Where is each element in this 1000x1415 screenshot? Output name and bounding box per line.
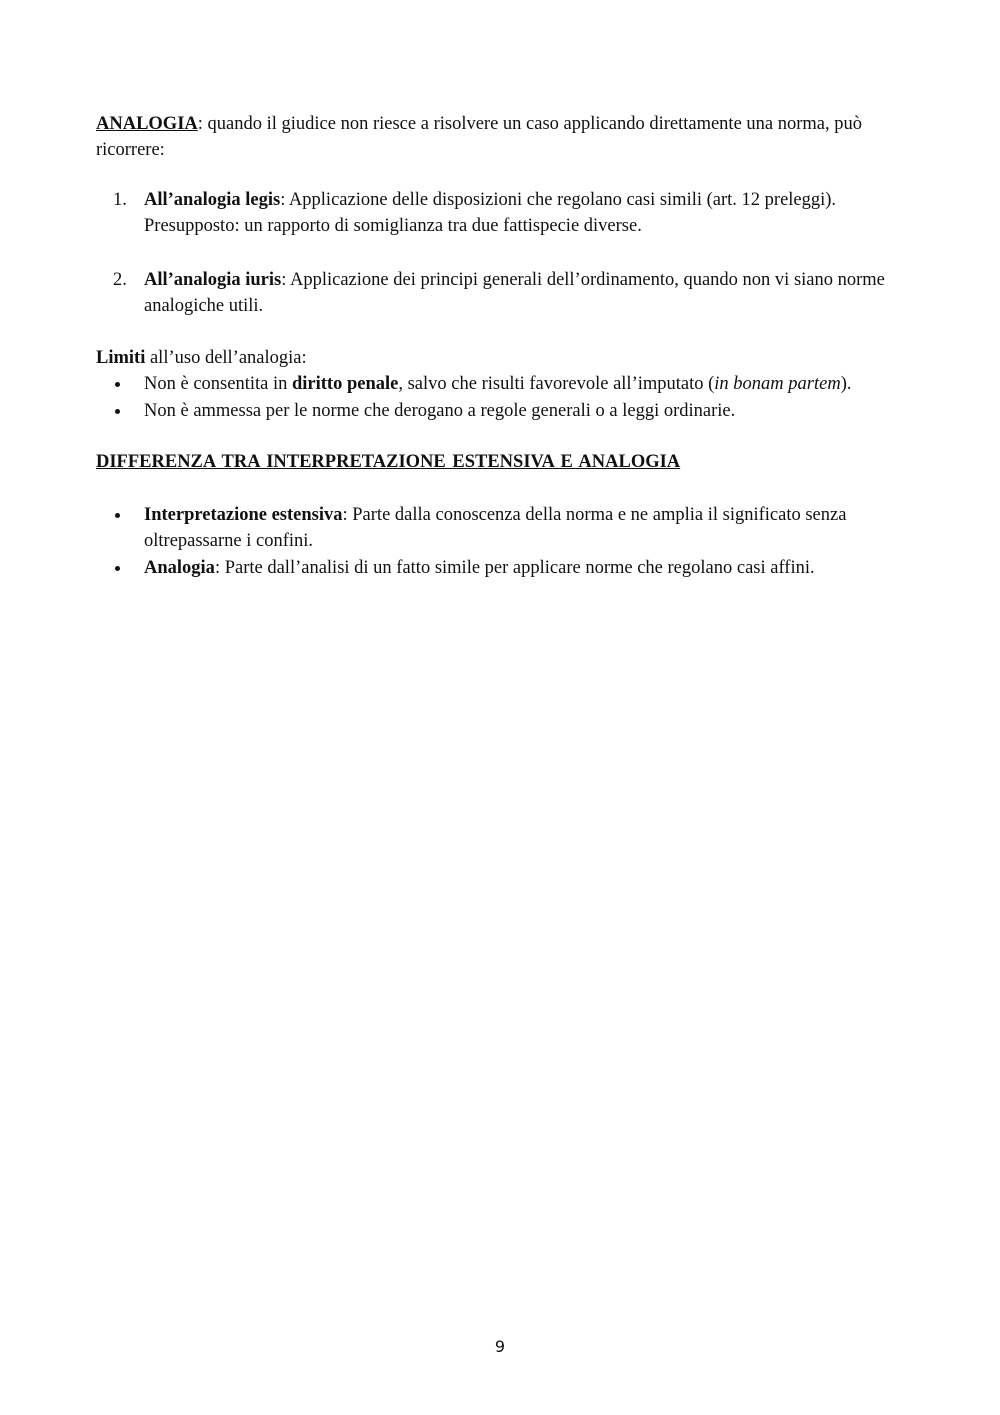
list-item-term: All’analogia legis bbox=[144, 190, 281, 210]
difference-list bbox=[96, 502, 918, 581]
bullet-icon bbox=[115, 513, 120, 518]
intro-paragraph bbox=[96, 111, 918, 163]
limit-text-mid: , salvo che risulti favorevole all’imputato ( bbox=[398, 374, 715, 394]
list-item bbox=[96, 398, 918, 424]
bullet-icon bbox=[115, 382, 120, 387]
list-item bbox=[96, 187, 918, 239]
list-item bbox=[96, 267, 918, 319]
limits-heading bbox=[96, 345, 918, 371]
bullet-icon bbox=[115, 409, 120, 414]
difference-text: : Parte dalla conoscenza della norma e ne amplia il significato senza oltrepassarne i confini. bbox=[144, 505, 847, 551]
list-item bbox=[96, 555, 918, 581]
limits-term: Limiti bbox=[96, 348, 146, 368]
limit-text-bold: diritto penale bbox=[291, 374, 399, 394]
limit-text-italic: in bonam partem bbox=[714, 374, 841, 394]
difference-text: : Parte dall’analisi di un fatto simile per applicare norme che regolano casi affini. bbox=[214, 558, 815, 578]
intro-term: ANALOGIA bbox=[96, 114, 198, 134]
list-item-term: All’analogia iuris bbox=[144, 270, 282, 290]
limits-list bbox=[96, 371, 918, 424]
intro-text: : quando il giudice non riesce a risolvere un caso applicando direttamente una norma, può ricorrere: bbox=[96, 114, 863, 160]
bullet-icon bbox=[115, 566, 120, 571]
limit-text-pre: Non è consentita in bbox=[144, 374, 292, 394]
limit-text-post: ). bbox=[840, 374, 852, 394]
list-item bbox=[96, 502, 918, 554]
limit-text: Non è ammessa per le norme che derogano a regole generali o a leggi ordinarie. bbox=[144, 401, 736, 421]
list-number: 2. bbox=[113, 270, 127, 290]
list-item bbox=[96, 371, 918, 397]
section-title: DIFFERENZA TRA INTERPRETAZIONE ESTENSIVA E ANALOGIA bbox=[96, 452, 681, 472]
limits-text: all’uso dell’analogia: bbox=[145, 348, 307, 368]
difference-term: Analogia bbox=[144, 558, 215, 578]
document-page bbox=[96, 111, 918, 582]
page-number: 9 bbox=[494, 1337, 506, 1356]
difference-term: Interpretazione estensiva bbox=[144, 505, 343, 525]
list-item-text: : Applicazione delle disposizioni che regolano casi simili (art. 12 preleggi). Presupposto: un rapporto di somiglianza tra due fattispecie diverse. bbox=[144, 190, 837, 236]
numbered-list bbox=[96, 187, 918, 319]
list-item-text: : Applicazione dei principi generali dell’ordinamento, quando non vi siano norme analogiche utili. bbox=[144, 270, 885, 316]
list-number: 1. bbox=[113, 190, 127, 210]
